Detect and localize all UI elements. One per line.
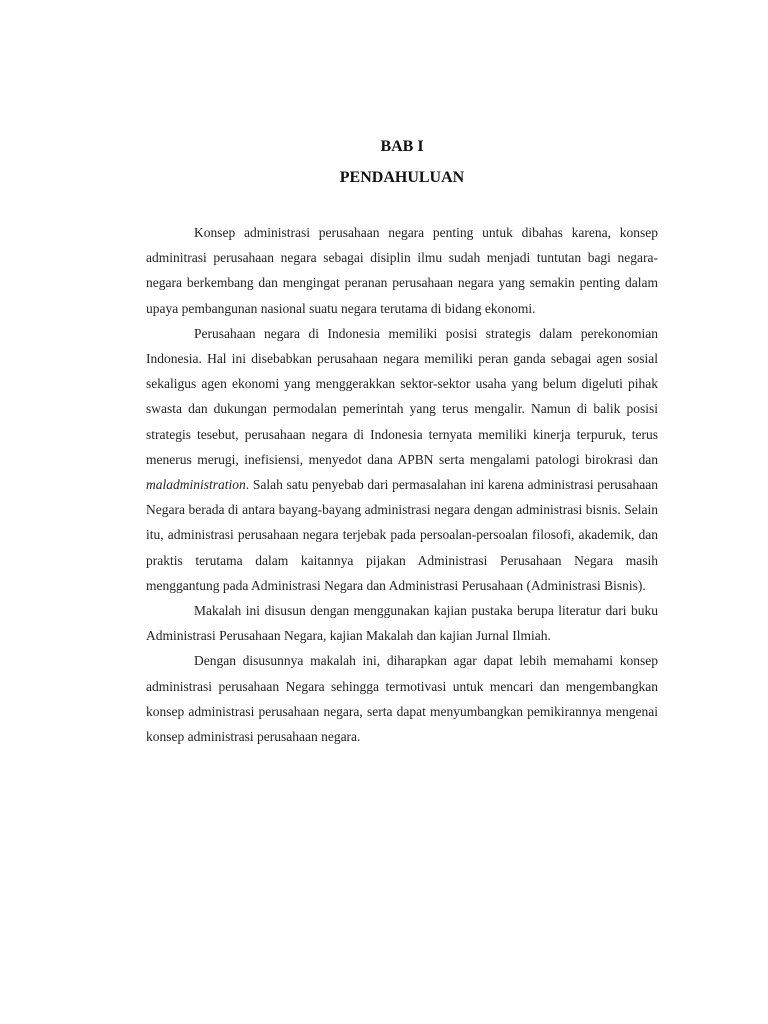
- paragraph-3: Makalah ini disusun dengan menggunakan kajian pustaka berupa literatur dari buku Administrasi Perusahaan Negara, kajian Makalah dan kajian Jurnal Ilmiah.: [146, 603, 658, 644]
- paragraph-4: Dengan disusunnya makalah ini, diharapkan agar dapat lebih memahami konsep administrasi perusahaan Negara sehingga termotivasi untuk mencari dan mengembangkan konsep administrasi perusahaan negara, serta dapat menyumbangkan pemikirannya mengenai konsep administrasi perusahaan negara.: [146, 653, 658, 745]
- chapter-number: BAB I: [380, 138, 424, 155]
- paragraph-1: Konsep administrasi perusahaan negara penting untuk dibahas karena, konsep adminitrasi perusahaan negara sebagai disiplin ilmu sudah menjadi tuntutan bagi negara-negara berkembang dan mengingat peranan perusahaan negara yang semakin penting dalam upaya pembangunan nasional suatu negara terutama di bidang ekonomi.: [146, 225, 658, 316]
- italic-term: maladministration: [146, 477, 246, 493]
- chapter-title: PENDAHULUAN: [339, 169, 465, 186]
- paragraph-2-text-after: . Salah satu penyebab dari permasalahan ini karena administrasi perusahaan Negara berada di antara bayang-bayang administrasi negara dengan administrasi bisnis. Selain itu, administrasi perusahaan negara terjebak pada persoalan-persoalan filosofi, akademik, dan praktis terutama dalam kaitannya pijakan Administrasi Perusahaan Negara masih menggantung pada Administrasi Negara dan Administrasi Perusahaan (Administrasi Bisnis).: [146, 477, 658, 593]
- body-text: [146, 220, 658, 749]
- paragraph-2-text-before: Perusahaan negara di Indonesia memiliki posisi strategis dalam perekonomian Indonesia. Hal ini disebabkan perusahaan negara memiliki peran ganda sebagai agen sosial sekaligus agen ekonomi yang menggerakkan sektor-sektor usaha yang belum digeluti pihak swasta dan dukungan permodalan pemerintah yang terus mengalir. Namun di balik posisi strategis tesebut, perusahaan negara di Indonesia ternyata memiliki kinerja terpuruk, terus menerus merugi, inefisiensi, menyedot dana APBN serta mengalami patologi birokrasi dan: [146, 325, 658, 467]
- paragraph-2: [146, 321, 658, 598]
